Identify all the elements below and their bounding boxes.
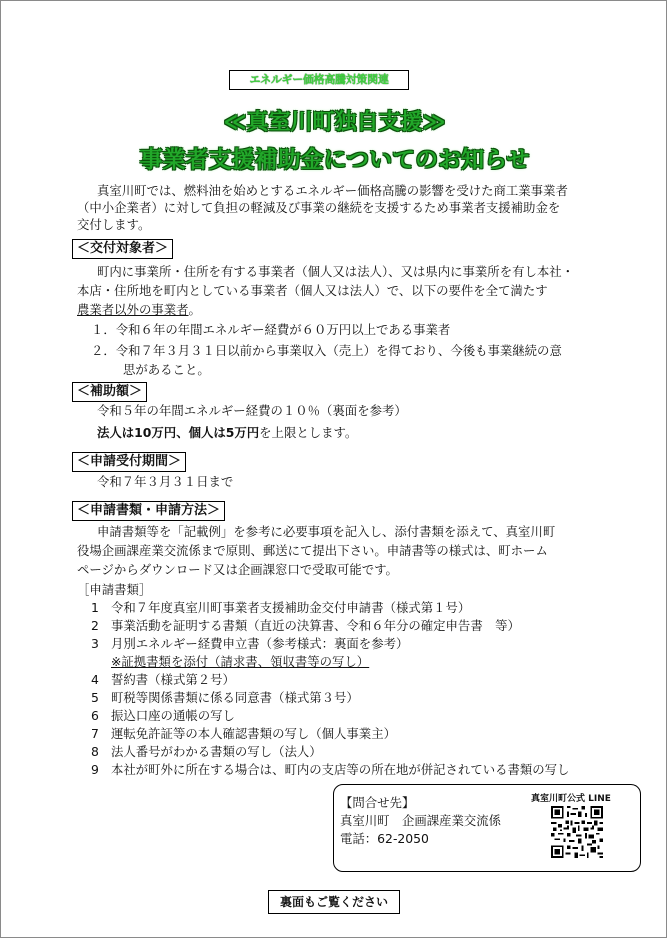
doc-item-text: 法人番号がわかる書類の写し（法人） <box>111 744 322 759</box>
eligibility-item-2-cont: 思があること。 <box>123 362 210 377</box>
eligibility-emphasis: 農業者以外の事業者 <box>77 302 189 317</box>
doc-item: 3 <box>91 636 99 651</box>
doc-item: 1 <box>91 600 99 615</box>
doc-item: 7 <box>91 726 99 741</box>
category-tag: エネルギー価格高騰対策関連 <box>229 70 409 90</box>
eligibility-line-3: 農業者以外の事業者。 <box>77 302 201 317</box>
amount-cap: 法人は10万円、個人は5万円 <box>97 425 260 440</box>
heading-eligibility: ＜交付対象者＞ <box>72 239 173 259</box>
doc-item-text: 事業活動を証明する書類（直近の決算書、令和６年分の確定申告書 等） <box>111 618 520 633</box>
eligibility-item-1: １．令和６年の年間エネルギー経費が６０万円以上である事業者 <box>91 322 451 337</box>
heading-period: ＜申請受付期間＞ <box>72 452 186 472</box>
doc-item: 5 <box>91 690 99 705</box>
doc-3-note: ※証拠書類を添付（請求書、領収書等の写し） <box>111 654 370 669</box>
intro-line-1: 真室川町では、燃料油を始めとするエネルギー価格高騰の影響を受けた商工業事業者 <box>97 183 568 198</box>
page-title-line1: ≪真室川町独自支援≫ <box>223 110 446 135</box>
application-line-2: 役場企画課産業交流係まで原則、郵送にて提出下さい。申請書等の様式は、町ホーム <box>77 543 548 558</box>
heading-application: ＜申請書類・申請方法＞ <box>72 501 225 521</box>
period-line: 令和７年３月３１日まで <box>97 474 234 489</box>
contact-phone: 電話：62-2050 <box>340 831 429 846</box>
amount-line-2: 法人は10万円、個人は5万円を上限とします。 <box>97 425 358 440</box>
doc-item-text: 振込口座の通帳の写し <box>111 708 235 723</box>
qr-code-icon[interactable] <box>551 806 603 858</box>
application-line-3: ページからダウンロード又は企画課窓口で受取可能です。 <box>77 562 398 577</box>
heading-amount: ＜補助額＞ <box>72 382 147 402</box>
doc-item: 9 <box>91 762 99 777</box>
doc-item-text: 令和７年度真室川町事業者支援補助金交付申請書（様式第１号） <box>111 600 471 615</box>
amount-line-1: 令和５年の年間エネルギー経費の１０％（裏面を参考） <box>97 403 407 418</box>
eligibility-item-2: ２．令和７年３月３１日以前から事業収入（売上）を得ており、今後も事業継続の意 <box>91 343 562 358</box>
see-back-notice: 裏面もご覧ください <box>268 890 400 914</box>
application-line-1: 申請書類等を「記載例」を参考に必要事項を記入し、添付書類を添えて、真室川町 <box>97 524 556 539</box>
doc-item: 2 <box>91 618 99 633</box>
doc-item: 8 <box>91 744 99 759</box>
doc-item-text: 本社が町外に所在する場合は、町内の支店等の所在地が併記されている書類の写し <box>111 762 570 777</box>
docs-label: ［申請書類］ <box>77 582 152 597</box>
intro-line-2: （中小企業者）に対して負担の軽減及び事業の継続を支援するため事業者支援補助金を <box>77 200 561 215</box>
intro-line-3: 交付します。 <box>77 217 151 232</box>
doc-item-text: 月別エネルギー経費申立書（参考様式：裏面を参考） <box>111 636 409 651</box>
line-official-label: 真室川町公式 LINE <box>531 794 611 804</box>
doc-item: 4 <box>91 672 99 687</box>
contact-title: 【問合せ先】 <box>340 795 415 810</box>
doc-item: 6 <box>91 708 99 723</box>
doc-item-text: 町税等関係書類に係る同意書（様式第３号） <box>111 690 359 705</box>
contact-department: 真室川町 企画課産業交流係 <box>340 813 502 828</box>
doc-item-text: 運転免許証等の本人確認書類の写し（個人事業主） <box>111 726 396 741</box>
eligibility-line-2: 本店・住所地を町内としている事業者（個人又は法人）で、以下の要件を全て満たす <box>77 283 548 298</box>
page-title-line2: 事業者支援補助金についてのお知らせ <box>139 147 530 173</box>
doc-item-text: 誓約書（様式第２号） <box>111 672 235 687</box>
eligibility-line-1: 町内に事業所・住所を有する事業者（個人又は法人）、又は県内に事業所を有し本社・ <box>97 264 575 279</box>
